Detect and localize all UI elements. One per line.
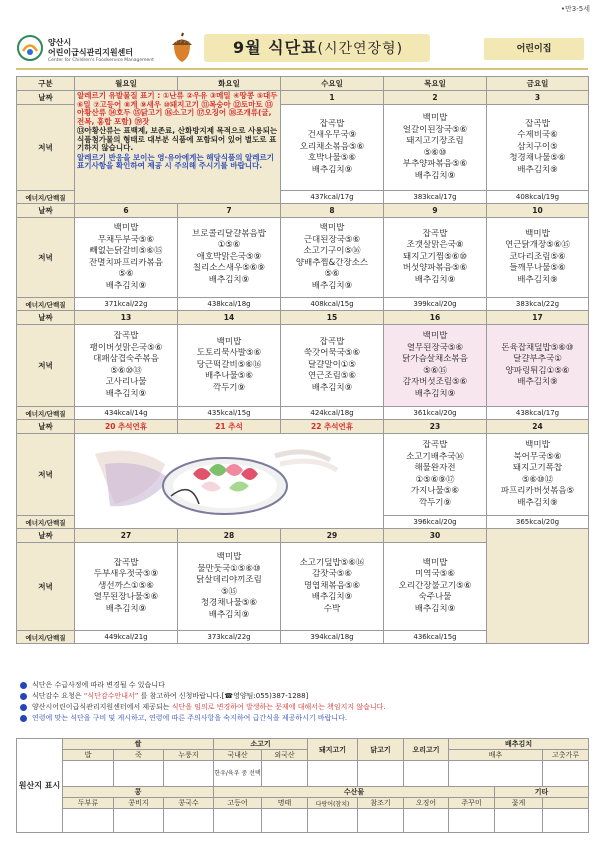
holiday-date-cell: 20 추석연휴: [75, 420, 178, 434]
origin-header: 오리고기: [404, 739, 449, 761]
meal-cell: [281, 218, 384, 298]
menu-item: 숙주나물: [418, 592, 452, 603]
center-name: [48, 38, 154, 64]
menu-item: 쑥갓어묵국⑤⑥: [303, 348, 361, 359]
note-text: 양산시어린이급식관리지원센터에서 제공되는: [32, 703, 172, 711]
menu-item: 백미밥: [525, 440, 550, 450]
notes: [20, 680, 588, 724]
energy-cell: 435kcal/15g: [178, 407, 281, 420]
energy-label: 에너지/단백질: [17, 298, 75, 311]
menu-item: 들깨무나물⑤⑥: [509, 263, 566, 274]
menu-item: 청경채나물⑤⑥: [509, 153, 566, 164]
energy-label: 에너지/단백질: [17, 631, 75, 644]
menu-item: 버섯양파볶음⑤⑥: [402, 263, 468, 274]
menu-item: 수제비국⑥: [517, 130, 558, 141]
meal-row: [17, 218, 589, 298]
meal-cell: [281, 325, 384, 407]
menu-item: 수박: [323, 603, 341, 614]
menu-item: 가지나물⑤⑥: [410, 486, 460, 496]
menu-item: 소고기구이⑤⑯: [303, 246, 361, 256]
origin-subheader: 콩국수: [164, 798, 214, 809]
origin-subheader: 오징어: [404, 798, 449, 809]
meal-row: [17, 434, 589, 516]
menu-item: 깍두기⑨: [418, 497, 452, 508]
energy-label: 에너지/단백질: [17, 191, 75, 204]
menu-item: 배추김치⑨: [517, 164, 558, 175]
menu-item: ⑤⑥: [118, 269, 134, 279]
origin-value: [308, 809, 358, 833]
menu-item: 생선까스①⑤⑥: [98, 580, 154, 591]
menu-item: 배추김치⑨: [311, 280, 353, 291]
menu-item: 파프리카버섯볶음⑤: [500, 486, 575, 496]
origin-value: [164, 761, 214, 787]
menu-item: 조갯살맑은국⑧: [406, 240, 464, 251]
menu-item: 잡곡밥: [422, 228, 448, 239]
menu-item: 배추김치⑨: [414, 388, 456, 399]
menu-item: 배추김치⑨: [105, 280, 147, 291]
date-cell: 29: [281, 529, 384, 543]
menu-item: 백미밥: [525, 228, 550, 239]
meal-label: 저녁: [17, 218, 75, 298]
date-row: [17, 420, 589, 434]
note-text: 식단은 수급사정에 따라 변경될 수 있습니다: [32, 681, 165, 689]
energy-cell: 396kcal/20g: [384, 516, 487, 529]
origin-header: 콩: [63, 787, 214, 798]
origin-value: [114, 809, 164, 833]
date-row: [17, 311, 589, 325]
meal-label: 저녁: [17, 105, 75, 191]
menu-item: 청경채나물⑤⑥: [200, 598, 258, 608]
date-cell: 7: [178, 204, 281, 218]
date-cell: 6: [75, 204, 178, 218]
energy-cell: 438kcal/18g: [178, 298, 281, 311]
origin-subheader: [543, 798, 589, 809]
date-cell: 27: [75, 529, 178, 543]
menu-item: 배추김치⑨: [414, 603, 456, 614]
date-cell: 15: [281, 311, 384, 325]
menu-item: 근대된장국⑤⑥: [303, 234, 361, 245]
meal-cell: [75, 543, 178, 631]
origin-row: [17, 739, 589, 750]
col-header: 월요일: [75, 77, 178, 91]
menu-grid: [16, 76, 588, 644]
menu-item: ⑤⑥⑩⑫: [521, 474, 554, 485]
menu-item: 배추김치⑨: [517, 497, 558, 508]
menu-item: 당근떡갈비⑤⑥⑯: [196, 359, 262, 370]
meal-label: 저녁: [17, 543, 75, 631]
menu-item: 감잣국⑤⑥: [312, 569, 352, 580]
energy-row: [17, 298, 589, 311]
date-cell: 13: [75, 311, 178, 325]
origin-value: [358, 809, 404, 833]
empty-cell: [487, 529, 589, 644]
note-item: [20, 713, 588, 724]
menu-item: 두부새우젓국⑤⑨: [93, 569, 159, 580]
bullet-icon: [20, 682, 27, 689]
origin-row: [17, 761, 589, 787]
meal-row: [17, 325, 589, 407]
menu-item: 백미밥: [422, 113, 448, 123]
date-label: 날짜: [17, 311, 75, 325]
origin-value: [449, 761, 543, 787]
title-sub: (시간연장형): [317, 41, 404, 57]
menu-item: 잡곡밥: [319, 118, 345, 129]
menu-item: 배추김치⑨: [208, 274, 250, 285]
energy-cell: 365kcal/20g: [487, 516, 589, 529]
header-row: [17, 77, 589, 91]
menu-table: [16, 76, 589, 644]
col-header: 금요일: [487, 77, 589, 91]
origin-value: [404, 809, 449, 833]
origin-value: [449, 809, 495, 833]
origin-value: [63, 761, 114, 787]
energy-cell: 449kcal/21g: [75, 631, 178, 644]
origin-subheader: 고등어: [214, 798, 262, 809]
origin-row: [17, 798, 589, 809]
menu-item: 돼지고기장조림: [406, 136, 464, 146]
meal-cell: [75, 218, 178, 298]
date-cell: 14: [178, 311, 281, 325]
menu-item: 도토리묵사발⑤⑥: [196, 348, 262, 359]
menu-item: 돈육잡채덮밥⑤⑥⑩: [501, 342, 574, 353]
menu-item: 배추김치⑨: [311, 382, 353, 393]
origin-subheader: 배추: [449, 750, 543, 761]
menu-item: ①⑤⑥: [217, 240, 241, 251]
date-cell: 2: [384, 91, 487, 105]
menu-item: 부추양파볶음⑤⑥: [402, 159, 468, 169]
origin-value: [63, 809, 114, 833]
origin-value: [543, 761, 589, 787]
date-cell: 16: [384, 311, 487, 325]
menu-item: 삼치구이⑤: [517, 141, 558, 152]
origin-value: [262, 761, 308, 787]
origin-value: [308, 761, 358, 787]
energy-cell: 361kcal/20g: [384, 407, 487, 420]
menu-item: 애호박맑은국⑤⑨: [196, 251, 262, 262]
origin-subheader: 고춧가루: [543, 750, 589, 761]
origin-subheader: 국내산: [214, 750, 262, 761]
menu-item: 소고기배추국⑯: [406, 451, 464, 462]
date-cell: 28: [178, 529, 281, 543]
origin-value: [262, 809, 308, 833]
menu-item: ⑤⑥⑩: [423, 147, 447, 158]
date-cell: 10: [487, 204, 589, 218]
header-divider: [16, 68, 588, 70]
origin-subheader: 콩비지: [114, 798, 164, 809]
bullet-icon: [20, 715, 27, 722]
meal-label: 저녁: [17, 325, 75, 407]
meal-cell: [178, 325, 281, 407]
menu-item: 양파링튀김①⑤⑥: [505, 365, 570, 376]
origin-value: [164, 809, 214, 833]
meal-label: 저녁: [17, 434, 75, 516]
origin-header: 수산물: [214, 787, 495, 798]
energy-cell: 424kcal/18g: [281, 407, 384, 420]
energy-cell: 399kcal/20g: [384, 298, 487, 311]
menu-item: 백미밥: [216, 336, 242, 347]
origin-subheader: 다랑어(참치): [308, 798, 358, 809]
origin-subheader: 꽃게: [495, 798, 543, 809]
note-item: [20, 702, 588, 713]
menu-item: 백미밥: [319, 223, 345, 233]
menu-item: ⑤⑥⑮: [423, 365, 447, 376]
menu-item: 빼없는닭갈비⑤⑥⑮: [89, 246, 163, 256]
menu-item: 코다리조림⑤⑥: [509, 251, 566, 262]
menu-item: 닭살데리야끼조림: [196, 575, 262, 585]
menu-item: 칠리소스새우⑤⑥⑨: [192, 263, 266, 274]
menu-item: 배추김치⑨: [105, 388, 147, 399]
meal-cell: [487, 218, 589, 298]
date-cell: 3: [487, 91, 589, 105]
origin-value: [495, 809, 543, 833]
menu-item: 열무된장국⑤⑥: [406, 342, 464, 353]
title-main: 9월 식단표: [232, 38, 318, 57]
origin-header: 소고기: [214, 739, 308, 750]
menu-item: 호박나물⑤⑥: [307, 153, 357, 164]
date-cell: 24: [487, 420, 589, 434]
energy-cell: 383kcal/22g: [487, 298, 589, 311]
menu-item: 연근닭개장⑤⑥⑮: [505, 240, 570, 251]
meal-cell: [281, 105, 384, 191]
date-row: [17, 91, 589, 105]
meal-cell: [384, 105, 487, 191]
holiday-date-cell: 22 추석연휴: [281, 420, 384, 434]
energy-label: 에너지/단백질: [17, 516, 75, 529]
meal-cell: [384, 543, 487, 631]
allergy-body: ⑬아황산류는 표백제, 보존료, 산화방지제 목적으로 사용되는 식품첨가물의 형태로 대부분 식품에 포함되어 있어 별도로 표기하지 않습니다.: [77, 126, 278, 152]
note-highlight: 식단을 임의로 변경하여 발생하는 문제에 대해서는 책임지지 않습니다.: [171, 703, 386, 711]
org-line1: 양산시: [48, 38, 72, 47]
energy-cell: 394kcal/18g: [281, 631, 384, 644]
origin-value: [358, 761, 404, 787]
origin-subheader: 명태: [262, 798, 308, 809]
menu-item: 건새우무국⑨: [307, 130, 357, 141]
menu-item: 배추나물⑤⑥: [204, 371, 254, 382]
menu-item: 배추김치⑨: [311, 592, 353, 603]
menu-item: 배추김치⑨: [414, 170, 456, 181]
bullet-icon: [20, 693, 27, 700]
origin-label: 원산지 표시: [17, 739, 63, 833]
meal-cell: [384, 325, 487, 407]
menu-item: 잡곡밥: [113, 557, 139, 568]
menu-item: 미역국⑤⑥: [415, 569, 455, 580]
date-cell: 17: [487, 311, 589, 325]
energy-cell: 371kcal/22g: [75, 298, 178, 311]
menu-item: 팽이버섯맑은국⑤⑥: [89, 342, 163, 353]
menu-item: 얼갈이된장국⑤⑥: [402, 124, 468, 135]
menu-item: 백미밥: [422, 331, 448, 341]
menu-item: 백미밥: [216, 552, 242, 562]
meal-cell: [487, 434, 589, 516]
bullet-icon: [20, 704, 27, 711]
menu-item: 달걀말이①⑤: [307, 359, 357, 370]
energy-row: [17, 407, 589, 420]
origin-header: 배추김치: [449, 739, 589, 750]
menu-item: 잡곡밥: [422, 440, 448, 450]
energy-cell: 438kcal/17g: [487, 407, 589, 420]
menu-item: 오리간장불고기⑤⑥: [398, 580, 472, 591]
origin-table: [16, 738, 589, 833]
date-cell: 8: [281, 204, 384, 218]
menu-item: 명엽채볶음⑤⑥: [303, 580, 361, 591]
menu-item: 해물완자전: [414, 463, 456, 473]
meal-cell: [178, 543, 281, 631]
energy-label: 에너지/단백질: [17, 407, 75, 420]
center-logo-icon: [16, 34, 44, 62]
acorn-icon: [166, 32, 198, 64]
origin-subheader: 누룽지: [164, 750, 214, 761]
origin-row: [17, 809, 589, 833]
note-text: 식단감수 요청은: [32, 692, 84, 700]
holiday-illustration-cell: [75, 434, 384, 529]
allergy-notice: [75, 91, 281, 204]
origin-value: [114, 761, 164, 787]
note-text: 연령에 맞는 식단을 구비 및 게시하고, 연령에 따른 주의사항을 숙지하여 급간식을 제공하시기 바랍니다.: [32, 714, 348, 722]
origin-value: [404, 761, 449, 787]
col-header: 화요일: [178, 77, 281, 91]
origin-row: [17, 787, 589, 798]
origin-subheader: 밥: [63, 750, 114, 761]
menu-item: ⑤⑥⑩⑬: [110, 365, 142, 376]
date-label: 날짜: [17, 529, 75, 543]
menu-item: ⑤⑮: [220, 586, 238, 597]
meal-cell: [487, 105, 589, 191]
header: [16, 30, 588, 66]
menu-item: 감자버섯조림⑤⑥: [402, 377, 468, 387]
menu-item: 브로콜리달걀볶음밥: [192, 228, 266, 239]
energy-cell: 408kcal/15g: [281, 298, 384, 311]
menu-item: 잡곡밥: [525, 118, 550, 129]
date-cell: 9: [384, 204, 487, 218]
menu-item: 백미밥: [422, 557, 448, 568]
menu-item: 닭가슴살채소볶음: [402, 354, 468, 364]
menu-item: 배추김치⑨: [517, 274, 558, 285]
menu-item: ⑤⑥: [324, 269, 340, 279]
date-cell: 1: [281, 91, 384, 105]
facility-badge: 어린이집: [484, 38, 584, 60]
meal-cell: [178, 218, 281, 298]
menu-item: 열무된장나물⑤⑥: [93, 592, 159, 603]
org-sub: Center for Children's Foodservice Management: [48, 58, 154, 63]
menu-item: 연근조림⑤⑥: [307, 371, 357, 382]
origin-subheader: 외국산: [262, 750, 308, 761]
energy-cell: 436kcal/15g: [384, 631, 487, 644]
meal-cell: [75, 325, 178, 407]
org-line2: 어린이급식관리지원센터: [48, 48, 134, 57]
menu-item: 배추김치⑨: [414, 274, 456, 285]
menu-item: 달걀부추국①: [513, 354, 562, 364]
menu-item: 배추김치⑨: [311, 164, 353, 175]
col-header: 구분: [17, 77, 75, 91]
origin-header: 쌀: [63, 739, 214, 750]
allergy-warning: 알레르기 반응을 보이는 영·유아에게는 해당식품의 알레르기 표기사항을 확인하여 제공 시 주의해 주시기를 바랍니다.: [77, 152, 275, 170]
meal-cell: [487, 325, 589, 407]
energy-cell: 383kcal/17g: [384, 191, 487, 204]
holiday-date-cell: 21 추석: [178, 420, 281, 434]
energy-cell: 408kcal/19g: [487, 191, 589, 204]
beef-note: 한우/육우 중 선택: [214, 761, 262, 787]
menu-item: 양배추찜&간장소스: [295, 257, 369, 268]
date-label: 날짜: [17, 204, 75, 218]
note-item: [20, 680, 588, 691]
menu-item: 돼지고기폭찹: [512, 463, 563, 473]
origin-subheader: 죽: [114, 750, 164, 761]
menu-item: 북어무국⑤⑥: [513, 451, 562, 462]
meal-cell: [384, 434, 487, 516]
date-row: [17, 204, 589, 218]
date-row: [17, 529, 589, 543]
menu-item: 소고기덮밥⑤⑥⑯: [299, 557, 365, 568]
energy-cell: 373kcal/22g: [178, 631, 281, 644]
origin-subheader: 주꾸미: [449, 798, 495, 809]
origin-subheader: 두부류: [63, 798, 114, 809]
page-title: [206, 34, 430, 62]
origin-header: 기타: [495, 787, 589, 798]
menu-item: 잡곡밥: [319, 336, 345, 347]
menu-item: ①⑤⑥⑨⑰: [415, 474, 455, 485]
origin-row: [17, 750, 589, 761]
menu-item: 배추김치⑨: [105, 603, 147, 614]
col-header: 수요일: [281, 77, 384, 91]
col-header: 목요일: [384, 77, 487, 91]
origin-value: [214, 809, 262, 833]
date-cell: 30: [384, 529, 487, 543]
age-label: •만3-5세: [560, 5, 590, 13]
menu-item: 잔멸치파프리카볶음: [89, 257, 163, 268]
menu-item: 무채두부국⑤⑥: [97, 234, 155, 245]
note-highlight: “식단감수안내서”: [83, 692, 139, 700]
menu-item: 깍두기⑨: [212, 382, 246, 393]
menu-item: 배추김치⑨: [517, 377, 558, 387]
allergy-title: 알레르기 유발물질 표기 : ①난류 ②우유 ③메밀 ④땅콩 ⑤대두 ⑥밀 ⑦고등어 ⑧게 ⑨새우 ⑩돼지고기 ⑪복숭아 ⑫토마토 ⑬아황산류 ⑭호두 ⑮닭고기 ⑯소고기 ⑰오징어 ⑱조개류(굴, 전복, 홍합 포함) ⑲잣: [77, 91, 278, 126]
menu-item: 고사리나물: [105, 377, 147, 387]
origin-value: [543, 809, 589, 833]
menu-item: 대패삼겹숙주볶음: [93, 354, 159, 364]
meal-cell: [281, 543, 384, 631]
menu-item: 배추김치⑨: [208, 609, 250, 620]
energy-cell: 434kcal/14g: [75, 407, 178, 420]
origin-subheader: 참조기: [358, 798, 404, 809]
songpyeon-illustration: [75, 434, 375, 528]
note-text: 를 참고하여 신청바랍니다.[☎영양팀:055)387-1288]: [138, 692, 309, 700]
menu-item: 오리채소볶음⑤⑥: [299, 141, 365, 152]
meal-cell: [384, 218, 487, 298]
menu-item: 잡곡밥: [113, 331, 139, 341]
origin-header: 돼지고기: [308, 739, 358, 761]
date-label: 날짜: [17, 420, 75, 434]
origin-header: 닭고기: [358, 739, 404, 761]
menu-item: 물만둣국①⑤⑥⑩: [197, 563, 261, 574]
date-cell: 23: [384, 420, 487, 434]
origin-table-wrap: [16, 738, 588, 833]
energy-cell: 437kcal/17g: [281, 191, 384, 204]
menu-item: 백미밥: [113, 223, 139, 233]
date-label: 날짜: [17, 91, 75, 105]
note-item: [20, 691, 588, 702]
menu-item: 돼지고기찜⑤⑥⑩: [403, 251, 467, 262]
